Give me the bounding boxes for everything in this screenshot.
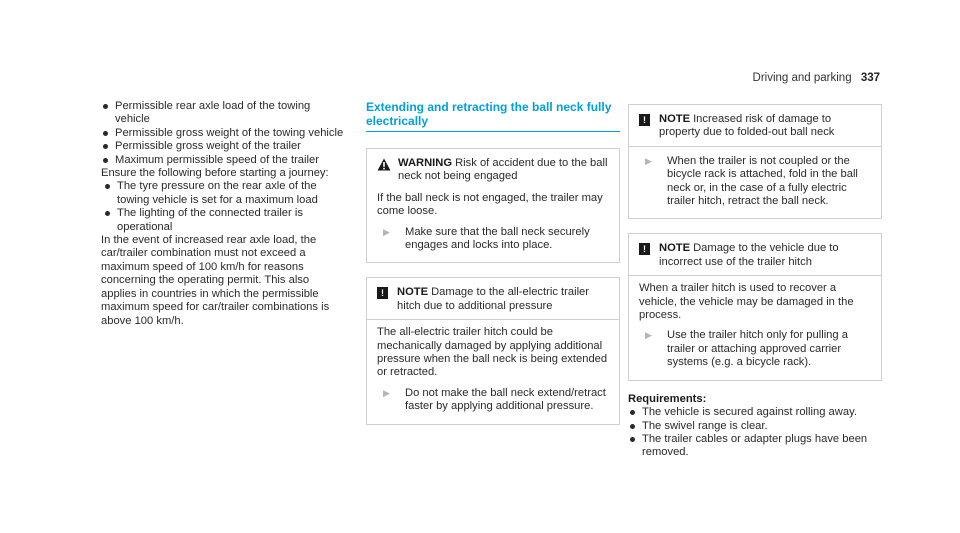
note-body: The all-electric trailer hitch could be mechanically damaged by applying additional pressure when the ball neck is being extended or retracted. <box>377 326 608 379</box>
section-title: Extending and retracting the ball neck fully electrically <box>366 100 620 132</box>
speed-paragraph: In the event of increased rear axle load, the car/trailer combination must not exceed a maximum speed of 100 km/h for reasons concerning the operating permit. This also applies in countries in which the permissible maximum speed for car/trailer combinations is above 100 km/h. <box>101 234 330 327</box>
note-exclamation-icon: ! <box>639 243 650 255</box>
list-item: Maximum permissible speed of the trailer <box>101 154 347 167</box>
arrow-right-icon: ▶ <box>383 387 390 398</box>
page-header <box>753 72 880 85</box>
note-heading: Damage to the all-electric trailer hitch due to additional pressure <box>397 286 590 312</box>
note-step: ▶ Do not make the ball neck extend/retract faster by applying additional pressure. <box>377 387 609 414</box>
note-body: When a trailer hitch is used to recover a vehicle, the vehicle may be damaged in the process. <box>639 282 854 322</box>
note-exclamation-icon: ! <box>639 114 650 126</box>
list-item: Permissible rear axle load of the towing vehicle <box>101 100 347 127</box>
note-label: NOTE <box>397 286 429 299</box>
warning-body: If the ball neck is not engaged, the trailer may come loose. <box>377 191 603 218</box>
note-label: NOTE <box>659 113 691 125</box>
list-item: The tyre pressure on the rear axle of the towing vehicle is set for a maximum load <box>103 180 347 207</box>
list-item: Permissible gross weight of the towing vehicle <box>101 127 347 140</box>
note-box-hitch-use <box>628 233 882 380</box>
note-heading: Increased risk of damage to property due to folded-out ball neck <box>659 113 835 139</box>
note-step: ▶ When the trailer is not coupled or the bicycle rack is attached, fold in the ball neck or, in the case of a fully electric trailer hitch, retract the ball neck. <box>639 155 871 209</box>
requirements-list <box>628 406 882 460</box>
column-1 <box>101 100 347 328</box>
note-box-hitch-pressure <box>366 277 620 424</box>
warning-label: WARNING <box>398 157 453 169</box>
warning-box <box>366 148 620 263</box>
column-3 <box>628 104 882 460</box>
section-name: Driving and parking <box>752 72 852 84</box>
column-2 <box>366 100 620 425</box>
arrow-right-icon: ▶ <box>383 226 390 237</box>
warning-triangle-icon <box>377 158 391 171</box>
note-box-ball-neck <box>628 104 882 219</box>
list-item: The vehicle is secured against rolling away. <box>628 406 882 419</box>
warning-step: ▶ Make sure that the ball neck securely engages and locks into place. <box>377 226 609 253</box>
list-item: The swivel range is clear. <box>628 420 882 433</box>
list-item: The lighting of the connected trailer is operational <box>103 207 347 234</box>
arrow-right-icon: ▶ <box>645 330 652 341</box>
warning-heading: Risk of accident due to the ball neck not being engaged <box>398 157 608 183</box>
load-list <box>101 100 347 167</box>
note-exclamation-icon: ! <box>377 287 388 299</box>
list-item: Permissible gross weight of the trailer <box>101 140 347 153</box>
ensure-text: Ensure the following before starting a journey: <box>101 167 329 180</box>
requirements-title: Requirements: <box>628 392 707 405</box>
list-item: The trailer cables or adapter plugs have been removed. <box>628 433 882 460</box>
arrow-right-icon: ▶ <box>645 155 652 166</box>
note-step: ▶ Use the trailer hitch only for pulling a trailer or attaching approved carrier systems (e.g. a bicycle rack). <box>639 329 871 369</box>
note-label: NOTE <box>659 242 691 255</box>
note-heading: Damage to the vehicle due to incorrect use of the trailer hitch <box>659 242 839 268</box>
page-number: 337 <box>860 72 880 84</box>
ensure-list <box>103 180 347 234</box>
